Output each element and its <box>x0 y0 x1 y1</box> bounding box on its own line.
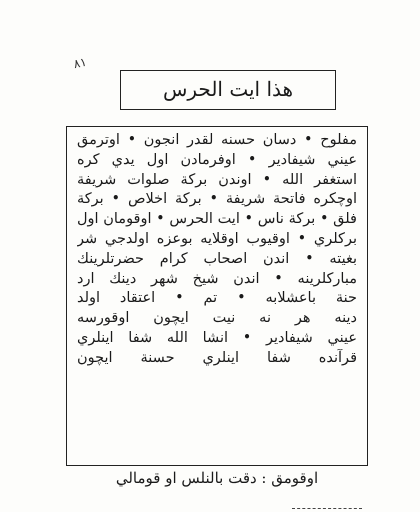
text-frame <box>66 126 368 466</box>
text-line: مفلوح • دسان حسنه لقدر انجون • اوترمق <box>77 132 357 148</box>
text-line: قرآنده شفا اينلري حسنة ايچون <box>77 349 357 366</box>
text-line: مباركلرينه • اندن شيخ شهر دينك ارد <box>77 270 357 287</box>
text-line: اوچكره فاتحة شريفة • بركة اخلاص • بركة <box>77 191 357 208</box>
text-line: استغفر الله • اوندن بركة صلوات شريفة <box>77 171 357 188</box>
text-line: فلق • بركة ناس • ايت الحرس • اوقومان اول <box>77 211 357 228</box>
page-number: ٨١ <box>72 54 88 72</box>
title-frame <box>120 70 336 110</box>
bottom-fragment <box>292 494 362 509</box>
text-line: بغيته • اندن اصحاب كرام حضرتلرينك <box>77 250 357 267</box>
text-line: دينه هر نه نيت ايچون اوقورسه <box>77 310 357 327</box>
text-line: بركلري • اوقيوب اوقلايه بوعزه اولدجي شر <box>77 230 357 247</box>
text-line: عيني شيفادير • اوفرمادن اول يدي كره <box>77 151 357 168</box>
manuscript-title: هذا ايت الحرس <box>162 77 294 101</box>
text-line: حنة باعشلابه • تم • اعتقاد اولد <box>77 290 357 307</box>
footer-line: اوقومق : دقت بالنلس او قومالي <box>115 469 319 487</box>
text-line: عيني شيفادير • انشا الله شفا اينلري <box>77 329 357 346</box>
